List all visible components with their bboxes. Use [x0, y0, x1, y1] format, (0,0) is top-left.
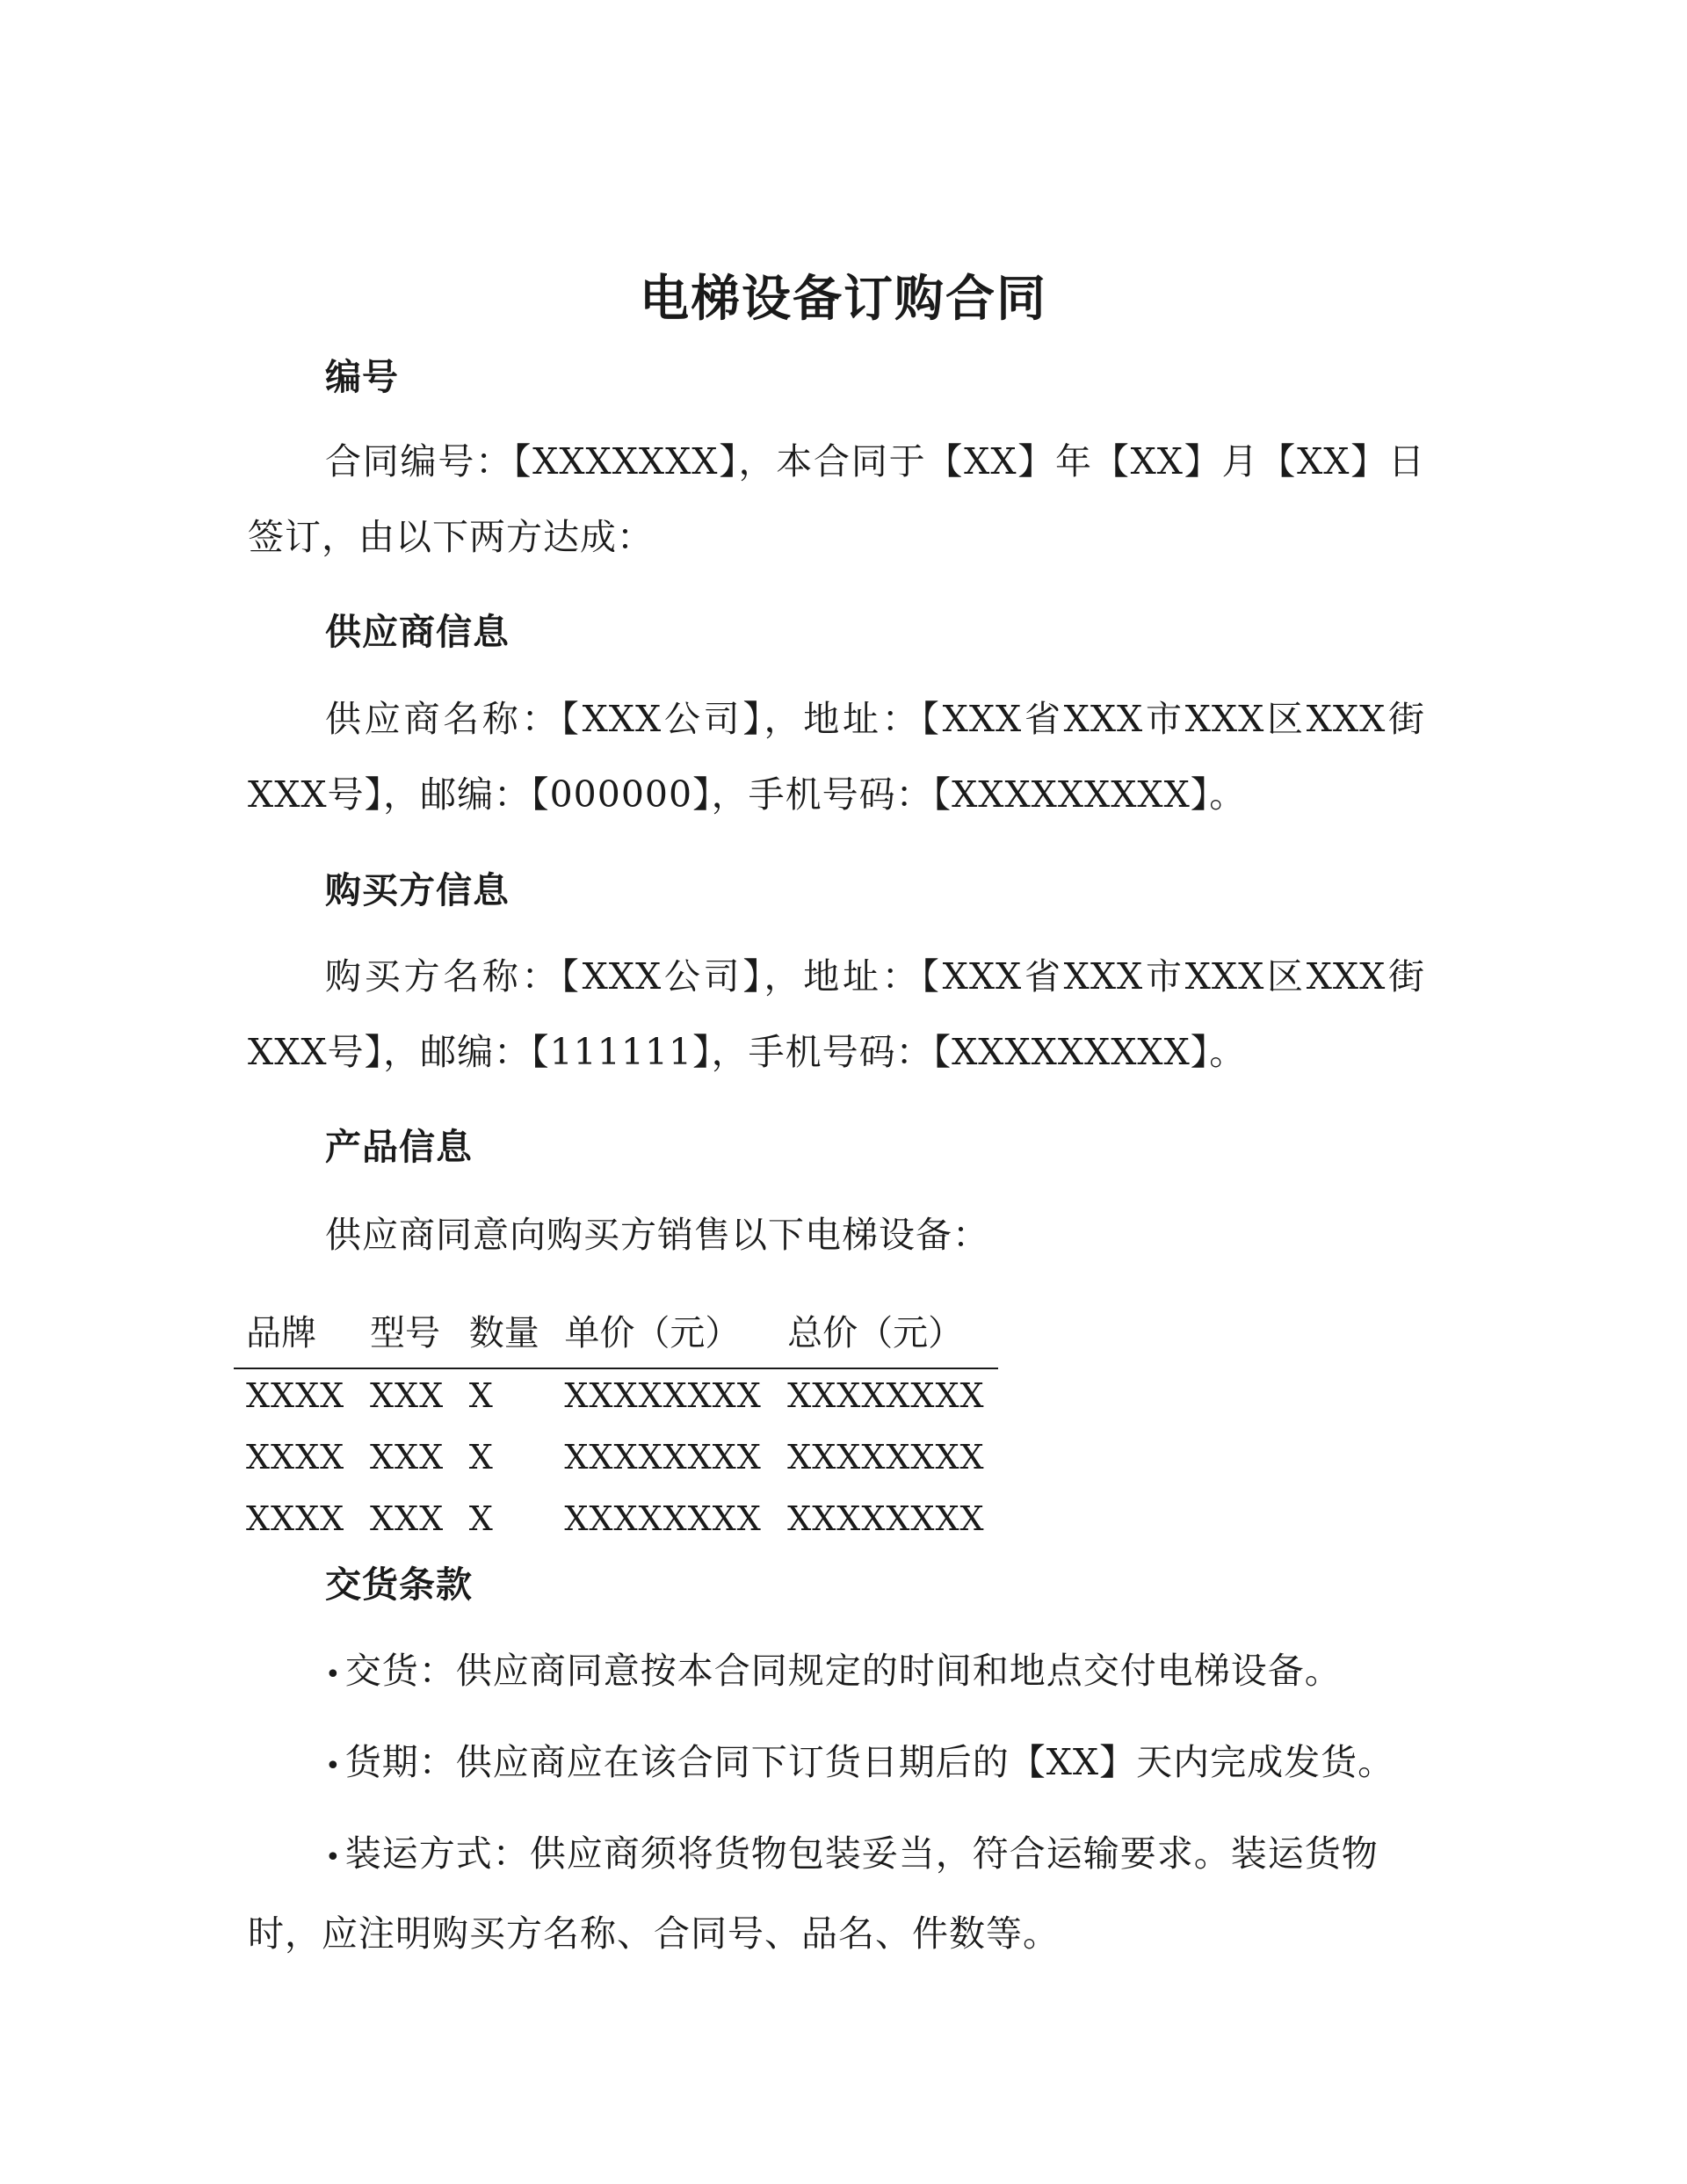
column-header-model: 型号: [358, 1296, 457, 1368]
cell-unit-price: XXXXXXXX: [564, 1438, 762, 1477]
bullet-icon: •: [325, 1751, 342, 1781]
cell-total-price: XXXXXXXX: [787, 1438, 985, 1477]
delivery-bullet-text: 装运方式：供应商须将货物包装妥当，符合运输要求。装运货物时，应注明购买方名称、合同号、品名、件数等。: [248, 1832, 1379, 1955]
column-header-unit-price: 单价（元）: [552, 1296, 775, 1368]
column-header-total-price: 总价（元）: [775, 1296, 998, 1368]
table-header-row: [234, 1296, 998, 1368]
cell-unit-price: XXXXXXXX: [564, 1376, 762, 1415]
cell-unit-price: XXXXXXXX: [564, 1499, 762, 1538]
cell-quantity: X: [468, 1499, 494, 1538]
section-heading-buyer: 购买方信息: [325, 869, 510, 911]
cell-model: XXX: [369, 1499, 445, 1538]
table-row: [234, 1368, 998, 1431]
column-header-brand: 品牌: [234, 1296, 358, 1368]
cell-model: XXX: [369, 1376, 445, 1415]
section-heading-delivery: 交货条款: [325, 1564, 473, 1606]
contract-number-paragraph: 合同编号：【XXXXXXX】，本合同于【XX】年【XX】月【XX】日签订，由以下两方达成：: [248, 440, 1425, 558]
document-title: 电梯设备订购合同: [640, 270, 1047, 328]
section-heading-supplier: 供应商信息: [325, 611, 510, 653]
buyer-info-paragraph: 购买方名称：【XXX公司】，地址：【XXX省XXX市XXX区XXX街XXX号】，邮编：【111111】，手机号码：【XXXXXXXXX】。: [248, 955, 1425, 1073]
bullet-icon: •: [325, 1659, 342, 1690]
supplier-info-paragraph: 供应商名称：【XXX公司】，地址：【XXX省XXX市XXX区XXX街XXX号】，邮编：【000000】，手机号码：【XXXXXXXXX】。: [248, 698, 1425, 816]
cell-total-price: XXXXXXXX: [787, 1376, 985, 1415]
cell-brand: XXXX: [246, 1438, 345, 1477]
product-table: [234, 1296, 998, 1554]
delivery-bullet-item: [248, 1816, 1425, 1971]
product-intro-paragraph: 供应商同意向购买方销售以下电梯设备：: [325, 1214, 989, 1256]
cell-quantity: X: [468, 1438, 494, 1477]
delivery-bullet-text: 货期：供应商应在该合同下订货日期后的【XX】天内完成发货。: [344, 1741, 1395, 1783]
cell-model: XXX: [369, 1438, 445, 1477]
delivery-bullet-item: [248, 1724, 1425, 1804]
section-heading-product: 产品信息: [325, 1126, 473, 1168]
cell-total-price: XXXXXXXX: [787, 1499, 985, 1538]
cell-brand: XXXX: [246, 1376, 345, 1415]
table-row: [234, 1492, 998, 1554]
bullet-icon: •: [325, 1842, 342, 1873]
delivery-bullet-text: 交货：供应商同意按本合同规定的时间和地点交付电梯设备。: [344, 1650, 1342, 1692]
cell-brand: XXXX: [246, 1499, 345, 1538]
column-header-quantity: 数量: [457, 1296, 553, 1368]
delivery-bullet-item: [248, 1633, 1425, 1713]
cell-quantity: X: [468, 1376, 494, 1415]
section-heading-number: 编号: [325, 356, 399, 398]
table-row: [234, 1431, 998, 1492]
